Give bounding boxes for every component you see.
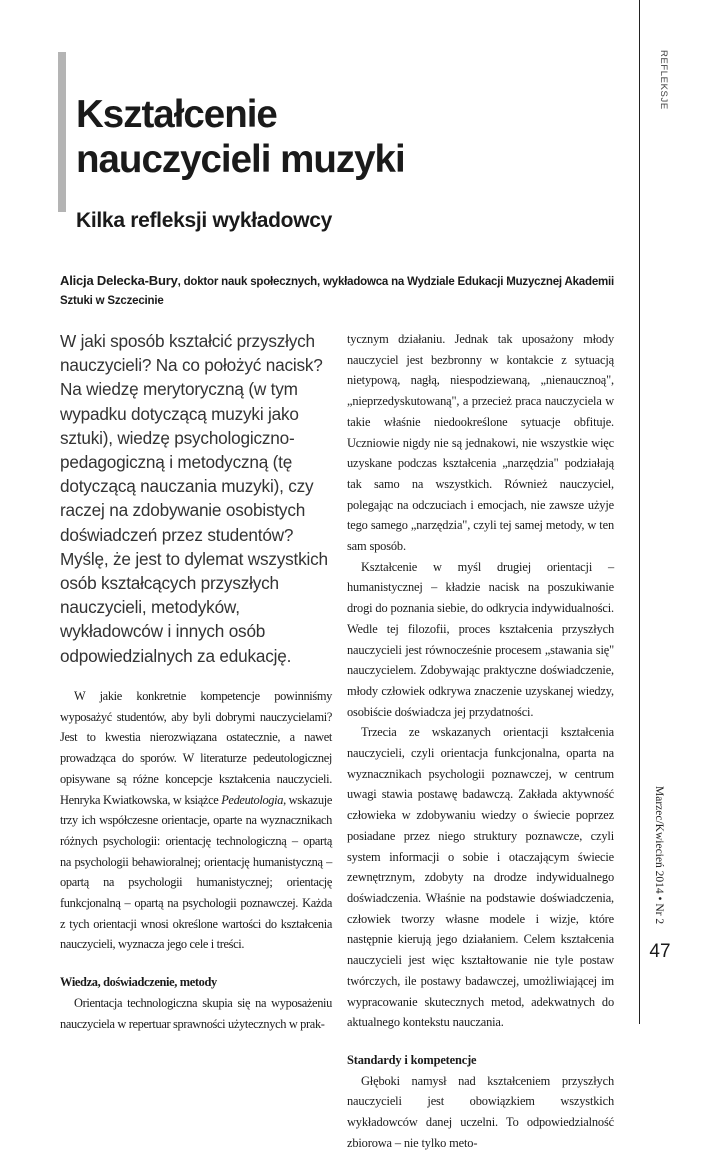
title-line-1: Kształcenie [76,93,277,136]
body-paragraph: Kształcenie w myśl drugiej orientacji – humanistycznej – kładzie nacisk na poszukiwanie drogi do poznania siebie, do odkrycia indywidualności. Wedle tej filozofii, proces kształcenia przyszłych nauczycieli jest równocześnie procesem „stawania się" nauczycielem. Zdobywając praktyczne doświadczenie, młody człowiek odkrywa znaczenie uzyskanej wiedzy, osobiście doświadcza jej przydatności. [347,559,614,719]
title-accent-bar [58,52,66,212]
byline [60,272,625,310]
author-affiliation: , doktor nauk społecznych, wykładowca na Wydziale Edukacji Muzycznej Akademii Sztuki w Szczecinie [60,276,615,307]
left-column [60,686,332,1034]
section-label: REFLEKSJE [658,50,669,110]
section-heading: Standardy i kompetencje [347,1052,477,1067]
body-paragraph: Głęboki namysł nad kształceniem przyszłych nauczycieli jest obowiązkiem wszystkich wykładowców danej uczelni. To odpowiedzialność zbiorowa – nie tylko meto- [347,1073,614,1150]
article-title [76,92,405,183]
margin-rule [639,0,640,1024]
title-line-2: nauczycieli muzyki [76,138,405,182]
body-paragraph: Trzecia ze wskazanych orientacji kształcenia nauczycieli, czyli orientacja funkcjonalna, oparta na wyznacznikach psychologii poznawczej, w centrum uwagi stawia postawę badawczą. Zakłada aktywność człowieka w zdobywaniu wiedzy o świecie poprzez posiadane przez niego struktury poznawcze, czyli system informacji o sobie i otaczającym świecie zewnętrznym, zdobyty na drodze indywidualnego doświadczenia. Właśnie na podstawie doświadczenia, człowiek tworzy własne modele i wizje, które następnie kierują jego działaniem. Celem kształcenia nauczycieli jest więc kształtowanie nie tyle postaw twórczych, ile postawy badawczej, umożliwiającej im wypracowanie skutecznych metod, adekwatnych do aktualnego kontekstu nauczania. [347,725,614,1030]
issue-label: Marzec/Kwiecień 2014 • Nr 2 [653,786,665,925]
book-title: Pedeutologia [221,792,284,807]
body-paragraph: Orientacja technologiczna skupia się na wyposażeniu nauczyciela w repertuar sprawności użytecznych w prak- [60,995,332,1031]
right-column [347,329,614,1153]
section-heading: Wiedza, doświadczenie, metody [60,975,217,990]
author-name: Alicja Delecka-Bury [60,273,178,288]
article-subtitle: Kilka refleksji wykładowcy [76,209,333,232]
lead-paragraph: W jaki sposób kształcić przyszłych nauczycieli? Na co położyć nacisk? Na wiedzę merytoryczną (w tym wypadku dotyczącą muzyki jako sztuki), wiedzę psychologiczno-pedagogiczną i metodyczną (tę dotyczącą nauczania muzyki), czy raczej na zdobywanie osobistych doświadczeń przez studentów? Myślę, że jest to dylemat wszystkich osób kształcących przyszłych nauczycieli, metodyków, wykładowców i innych osób odpowiedzialnych za edukację. [60,331,328,666]
page-number: 47 [649,941,671,962]
body-paragraph: W jakie konkretnie kompetencje powinniśmy wyposażyć studentów, aby byli dobrymi nauczycielami? Jest to kwestia nierozwiązana ostatecznie, a nawet prowadząca do sporów. W literaturze pedeutologicznej opisywane są różne koncepcje kształcenia nauczycieli. Henryka Kwiatkowska, w książce Pedeutologia, wskazuje trzy ich współczesne orientacje, oparte na wyznacznikach różnych psychologii: orientację technologiczną – opartą na psychologii behawioralnej; orientację humanistyczną – opartą na psychologii humanistycznej; orientację funkcjonalną – opartą na psychologii poznawczej. Każda z tych orientacji wnosi określone wartości do kształcenia nauczycieli, wyznacza jego cele i treści. [60,689,332,952]
body-paragraph: tycznym działaniu. Jednak tak uposażony młody nauczyciel jest bezbronny w kontakcie z sytuacją nietypową, nagłą, niespodziewaną, „nienaucznoą", „nieprzedyskutowaną", a przecież praca nauczyciela w takie właśnie niedookreślone sytuacje obfituje. Uczniowie nigdy nie są jednakowi, nie wszystkie więc uzyskane podczas kształcenia „narzędzia" podziałają tak samo na wszystkich. Również nauczyciel, polegając na odczuciach i emocjach, nie zawsze użyje tego samego „narzędzia", czyli tej samej metody, w ten sam sposób. [347,332,614,554]
